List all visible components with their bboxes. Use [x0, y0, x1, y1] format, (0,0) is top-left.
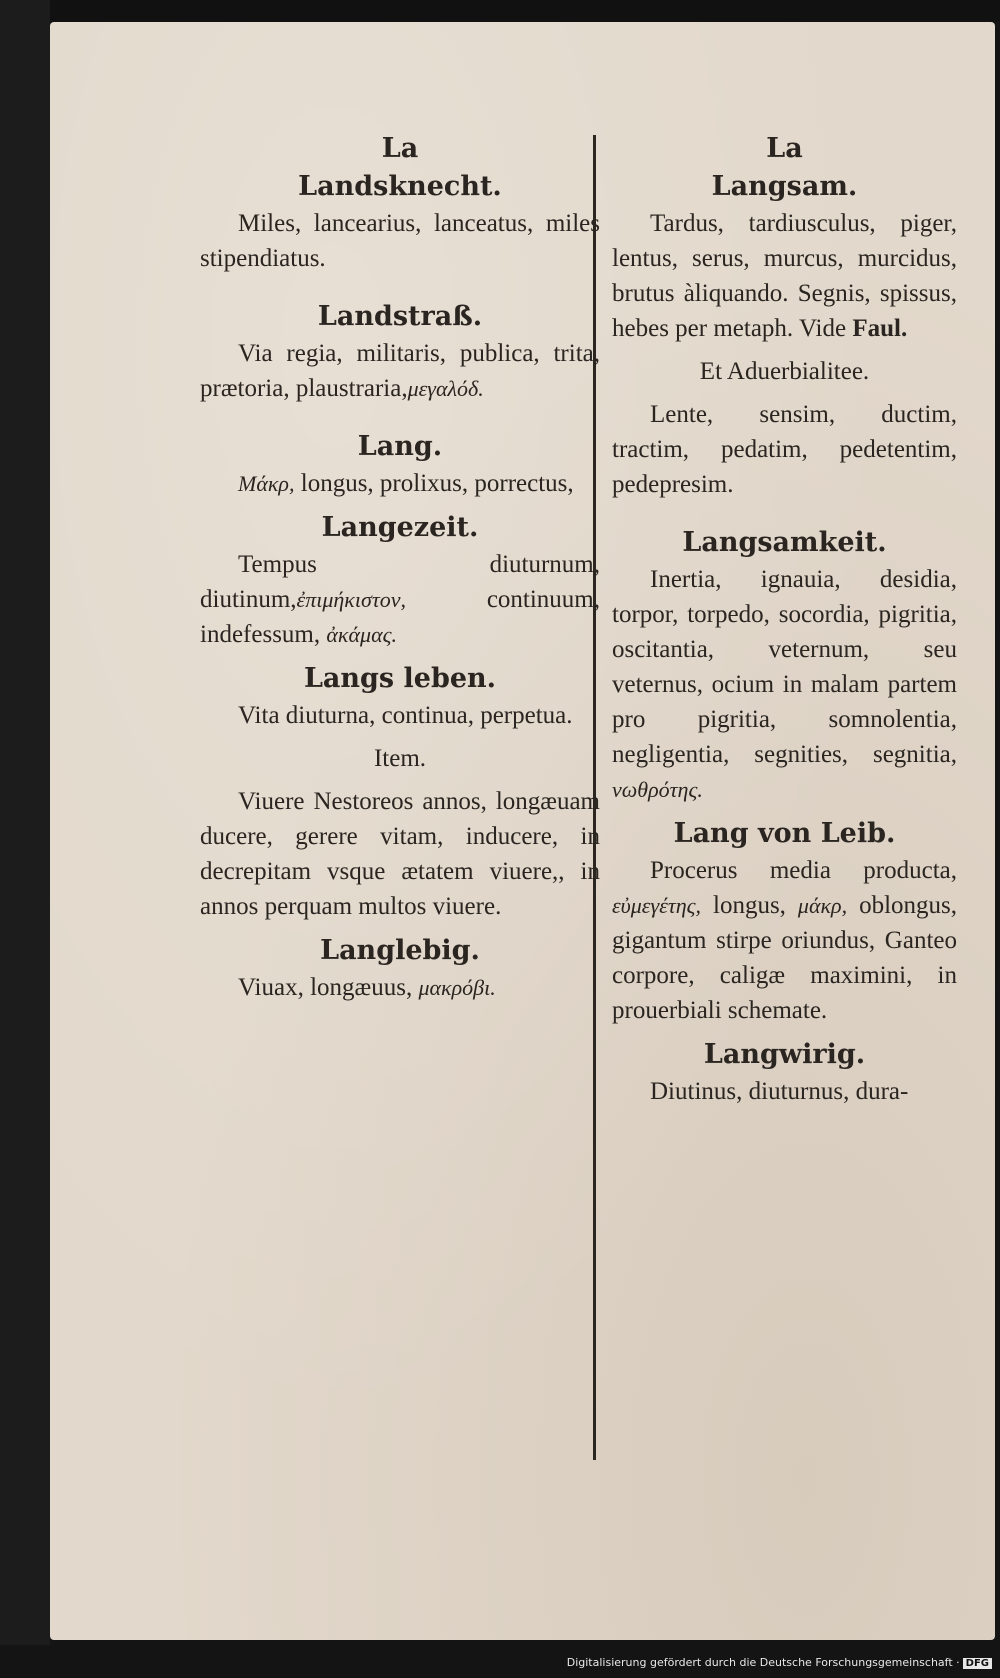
- dfg-logo: DFG: [963, 1658, 992, 1669]
- entry-headword: Langs leben.: [303, 663, 497, 694]
- digitization-credit: Digitalisierung gefördert durch die Deutsche Forschungsgemeinschaft · DFG: [567, 1656, 992, 1669]
- left-column-head: La: [381, 133, 419, 164]
- entry-subhead: Et Aduerbialitee.: [699, 358, 870, 385]
- entry-headword: Langezeit.: [321, 512, 479, 543]
- entry-text: Procerus media producta, εὐμεγέτης, longus, μάκρ, oblongus, gigantum stirpe oriundus, Ganteo corpore, caligæ maximini, in prouerbiali schemate.: [612, 857, 958, 1024]
- entry-text: Via regia, militaris, publica, trita, prætoria, plaustraria,μεγαλόδ.: [200, 340, 600, 402]
- entry-text: Viuere Nestoreos annos, longæuam ducere, gerere vitam, inducere, in decrepitam vsque ætatem viuere,, in annos perquam multos viuere.: [200, 788, 600, 920]
- entry-headword: Landstraß.: [317, 301, 483, 332]
- entry-text: Viuax, longæuus, μακρόβι.: [238, 974, 496, 1001]
- entry-text: Miles, lancearius, lanceatus, miles stipendiatus.: [200, 210, 600, 272]
- entry-headword: Lang.: [357, 431, 443, 462]
- entry-headword: Langsamkeit.: [682, 527, 887, 558]
- entry-text: Lente, sensim, ductim, tractim, pedatim, pedetentim, pedepresim.: [612, 401, 957, 498]
- right-column: [612, 130, 957, 1117]
- entry-headword: Langwirig.: [703, 1039, 866, 1070]
- entry-text: Inertia, ignauia, desidia, torpor, torpedo, socordia, pigritia, oscitantia, veternum, seu veternus, ocium in malam partem pro pigritia, somnolentia, negligentia, segnities, segnitia, νωθρότης.: [612, 566, 957, 802]
- entry-headword: Langlebig.: [320, 935, 480, 966]
- entry-headword: Lang von Leib.: [673, 818, 896, 849]
- right-column-head: La: [766, 133, 803, 164]
- entry-subhead: Item.: [373, 745, 427, 772]
- left-column: [200, 130, 600, 1013]
- scan-top-edge: [0, 0, 1000, 22]
- entry-text: Μάκρ, longus, prolixus, porrectus,: [238, 470, 574, 497]
- entry-text: Tempus diuturnum, diutinum,ἐπιμήκιστον, continuum, indefessum, ἀκάμας.: [200, 551, 600, 648]
- entry-text: Vita diuturna, continua, perpetua.: [238, 702, 573, 729]
- entry-text: Diutinus, diuturnus, dura-: [650, 1078, 909, 1105]
- entry-headword: Langsam.: [711, 171, 858, 202]
- entry-text: Tardus, tardiusculus, piger, lentus, serus, murcus, murcidus, brutus àliquando. Segnis, spissus, hebes per metaph. Vide Faul.: [612, 210, 957, 342]
- scan-left-edge: [0, 0, 50, 1645]
- entry-headword: Landsknecht.: [298, 171, 502, 202]
